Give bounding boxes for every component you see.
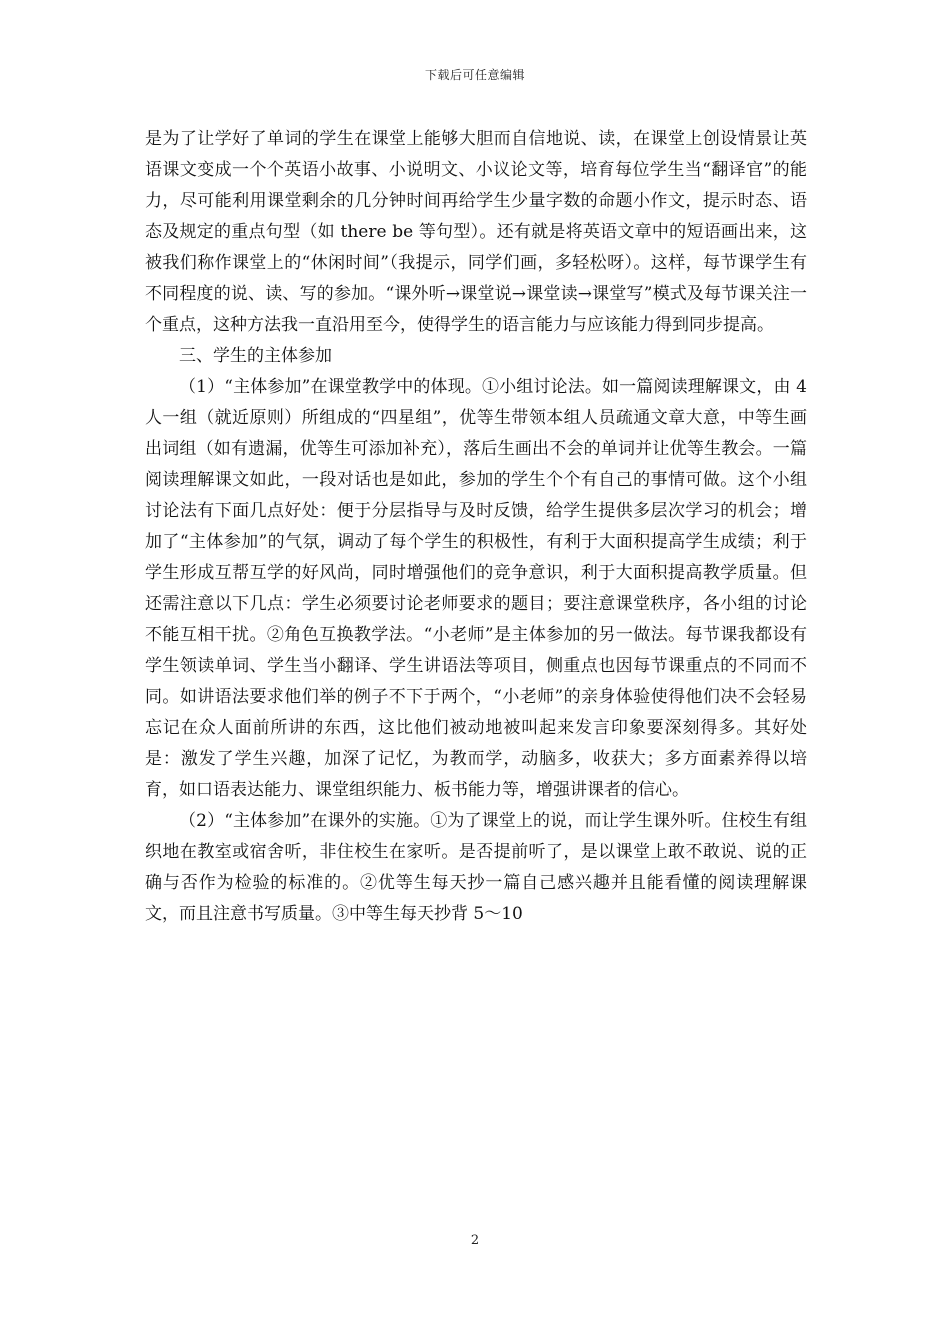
paragraph-continuation: 是为了让学好了单词的学生在课堂上能够大胆而自信地说、读，在课堂上创设情景让英语课文变成一个个英语小故事、小说明文、小议论文等，培育每位学生当“翻译官”的能力，尽可能利用课堂剩余的几分钟时间再给学生少量字数的命题小作文，提示时态、语态及规定的重点句型（如 there be 等句型）。还有就是将英语文章中的短语画出来，这被我们称作课堂上的“休闲时间”（我提示，同学们画，多轻松呀）。这样，每节课学生有不同程度的说、读、写的参加。“课外听→课堂说→课堂读→课堂写”模式及每节课关注一个重点，这种方法我一直沿用至今，使得学生的语言能力与应该能力得到同步提高。: [145, 129, 807, 335]
page-number: 2: [470, 1233, 480, 1248]
section-heading: 三、学生的主体参加: [179, 346, 332, 366]
document-body: [145, 124, 807, 930]
page-header: 下载后可任意编辑: [424, 68, 525, 82]
paragraph-in-class: （1）“主体参加”在课堂教学中的体现。①小组讨论法。如一篇阅读理解课文，由 4 人一组（就近原则）所组成的“四星组”，优等生带领本组人员疏通文章大意，中等生画出词组（如有遗漏，优等生可添加补充），落后生画出不会的单词并让优等生教会。一篇阅读理解课文如此，一段对话也是如此，参加的学生个个有自己的事情可做。这个小组讨论法有下面几点好处：便于分层指导与及时反馈，给学生提供多层次学习的机会；增加了“主体参加”的气氛，调动了每个学生的积极性，有利于大面积提高学生成绩；利于学生形成互帮互学的好风尚，同时增强他们的竞争意识，利于大面积提高教学质量。但还需注意以下几点：学生必须要讨论老师要求的题目；要注意课堂秩序，各小组的讨论不能互相干扰。②角色互换教学法。“小老师”是主体参加的另一做法。每节课我都设有学生领读单词、学生当小翻译、学生讲语法等项目，侧重点也因每节课重点的不同而不同。如讲语法要求他们举的例子不下于两个，“小老师”的亲身体验使得他们决不会轻易忘记在众人面前所讲的东西，这比他们被动地被叫起来发言印象要深刻得多。其好处是：激发了学生兴趣，加深了记忆，为教而学，动脑多，收获大；多方面素养得以培育，如口语表达能力、课堂组织能力、板书能力等，增强讲课者的信心。: [145, 377, 807, 800]
paragraph-after-class: （2）“主体参加”在课外的实施。①为了课堂上的说，而让学生课外听。住校生有组织地在教室或宿舍听，非住校生在家听。是否提前听了，是以课堂上敢不敢说、说的正确与否作为检验的标准的。②优等生每天抄一篇自己感兴趣并且能看懂的阅读理解课文，而且注意书写质量。③中等生每天抄背 5～10: [145, 811, 807, 924]
